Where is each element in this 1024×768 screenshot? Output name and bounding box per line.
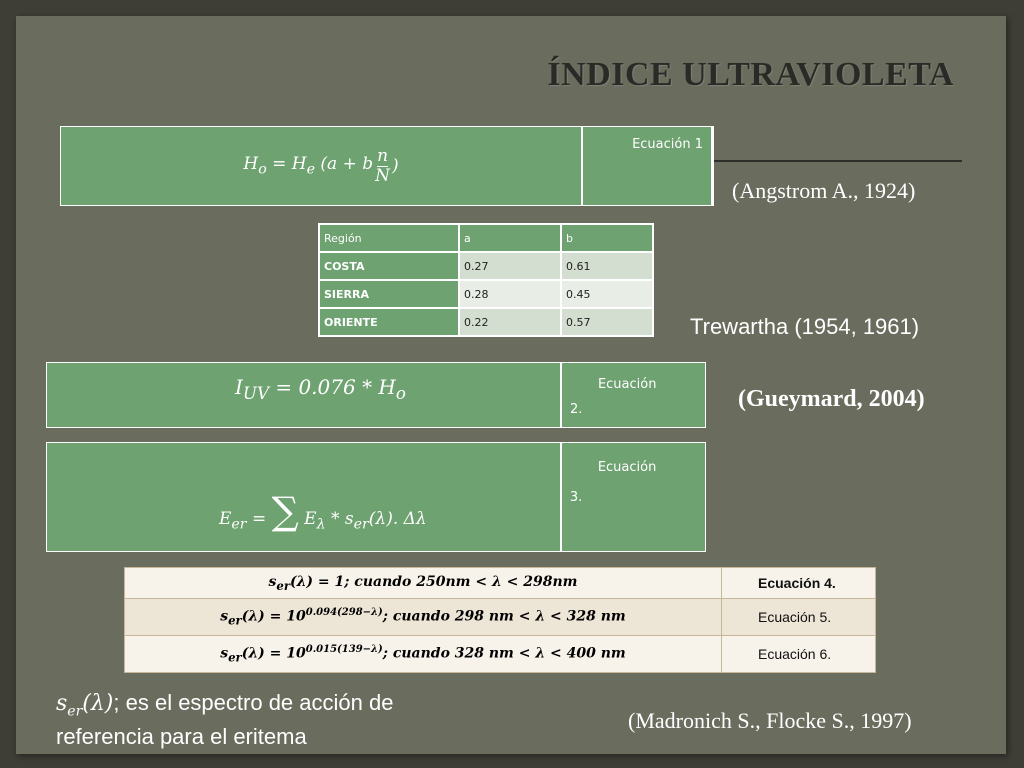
table-header-row [319,224,653,252]
equation-1-label: Ecuación 1 [583,127,711,205]
slide-title: ÍNDICE ULTRAVIOLETA [547,56,954,93]
footnote-line-2: referencia para el eritema [56,723,307,749]
spectrum-formula: $s_{er}(\lambda) = 10^{0.015(139-\lambda)}$; cuando 328 nm < λ < 400 nm [125,636,722,673]
table-row [319,280,653,308]
spectrum-equation-label: Ecuación 4. [722,568,876,599]
header-region: Región [319,224,459,252]
header-a: a [459,224,561,252]
value-b: 0.45 [561,280,653,308]
header-b: b [561,224,653,252]
region-name: COSTA [319,252,459,280]
table-row [319,308,653,336]
value-b: 0.57 [561,308,653,336]
region-name: SIERRA [319,280,459,308]
erythema-spectrum-table [124,567,876,673]
reference-angstrom: (Angstrom A., 1924) [732,178,916,203]
value-b: 0.61 [561,252,653,280]
equation-3-label: Ecuación 3. [562,443,705,551]
reference-gueymard: (Gueymard, 2004) [738,386,925,412]
reference-madronich: (Madronich S., Flocke S., 1997) [628,708,912,733]
spectrum-equation-label: Ecuación 6. [722,636,876,673]
equation-2-label: Ecuación 2. [562,363,705,427]
region-name: ORIENTE [319,308,459,336]
table-row [319,252,653,280]
reference-trewartha: Trewartha (1954, 1961) [690,314,920,339]
equation-3-formula: $E_{er}$ = ∑ $E_\lambda * s_{er}(\lambda)$. Δλ [47,443,562,551]
title-rule [712,160,962,162]
spectrum-equation-label: Ecuación 5. [722,599,876,636]
value-a: 0.28 [459,280,561,308]
spectrum-formula: $s_{er}(\lambda) = 10^{0.094(298-\lambda)}$; cuando 298 nm < λ < 328 nm [125,599,722,636]
footnote: $s_{er}(\lambda)$; es el espectro de acción de referencia para el eritema [56,688,393,753]
spectrum-formula: $s_{er}(\lambda) = 1$; cuando 250nm < λ < 298nm [125,568,722,599]
equation-1-formula: $H_o = H_e$ (a + b $\frac{n}{N}$ ) [61,127,583,205]
region-coefficients-table [318,223,654,337]
equation-2-formula: $I_{UV} = 0.076 * H_o$ [47,363,562,427]
equation-2-box [46,362,706,428]
table-row [125,636,876,673]
value-a: 0.22 [459,308,561,336]
equation-3-box [46,442,706,552]
equation-1-box [60,126,714,206]
table-row [125,599,876,636]
table-row [125,568,876,599]
value-a: 0.27 [459,252,561,280]
footnote-line-1: ; es el espectro de acción de [113,690,394,715]
